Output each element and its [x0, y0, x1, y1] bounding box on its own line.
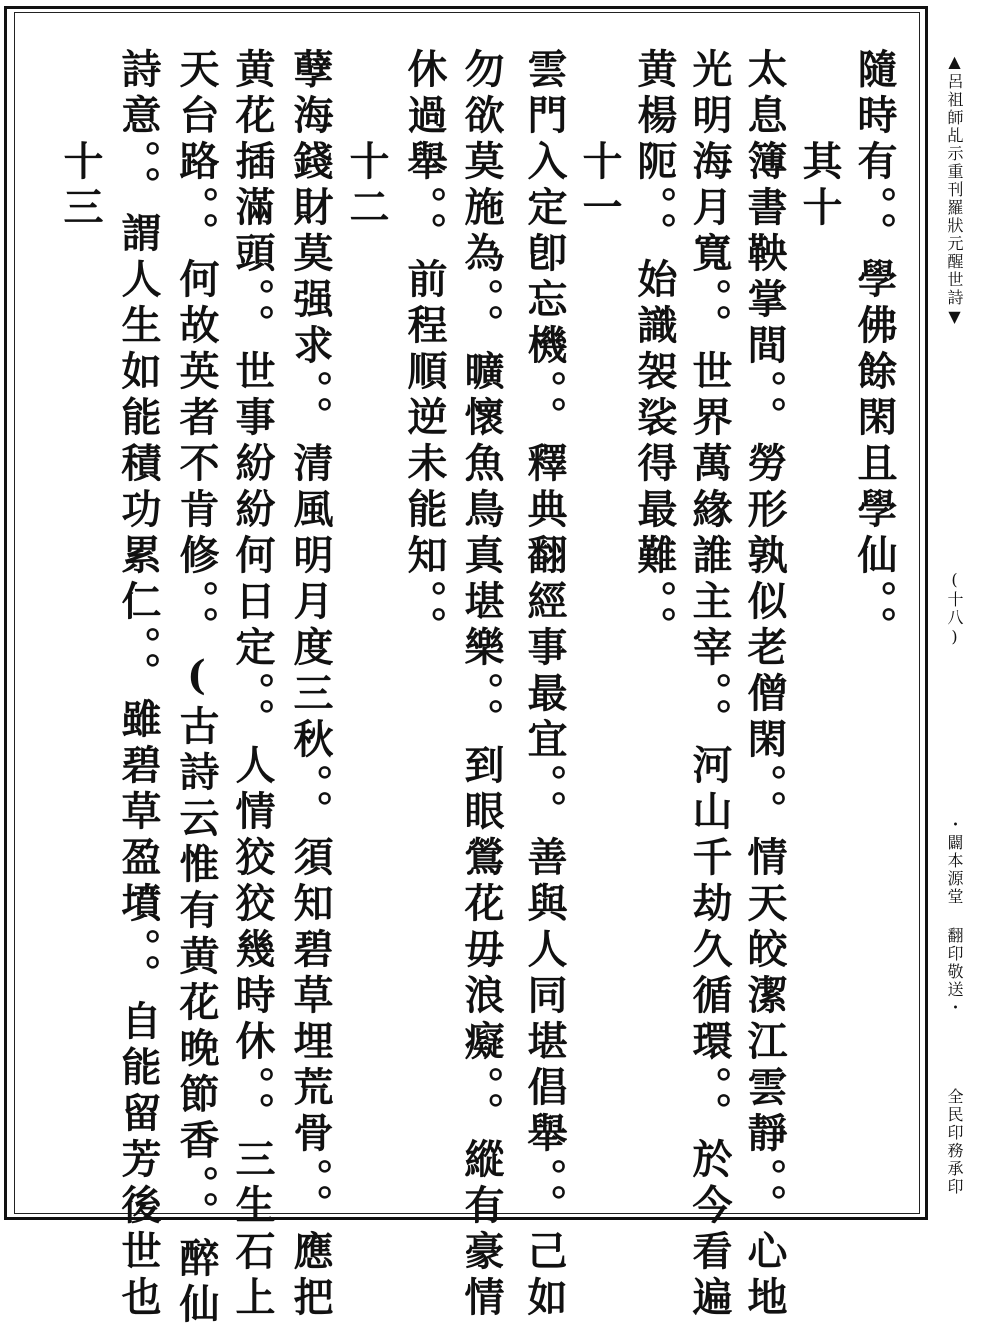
- margin-page-number: (十八): [945, 570, 964, 648]
- text-column-13: 天台路。。何故英者不肯修。。(古詩云惟有黄花晚節香。。醉仙: [173, 48, 220, 1329]
- poem-heading-12: 十二: [343, 48, 390, 232]
- margin-printer: 全民印務承印: [945, 1088, 964, 1196]
- text-column-12: 黄花插滿頭。。世事紛紛何日定。。人情狡狡幾時休。。三生石上: [229, 48, 276, 1322]
- text-column-8: 勿欲莫施為。。曠懷魚鳥真堪樂。。到眼鶯花毋浪癡。。縱有豪情: [458, 48, 505, 1322]
- margin-publisher-note: ・闢本源堂 翻印敬送・: [945, 816, 964, 1017]
- text-column-5: 黄楊阨。。始識袈裟得最難。。: [631, 48, 678, 652]
- poem-heading-13: 十三: [57, 48, 104, 232]
- text-column-1: 隨時有。。學佛餘閑且學仙。。: [851, 48, 898, 652]
- text-column-3: 太息簿書鞅掌間。。勞形孰似老僧閑。。情天皎潔江雲靜。。心地: [741, 48, 788, 1322]
- text-column-11: 孽海錢財莫强求。。清風明月度三秋。。須知碧草埋荒骨。。應把: [287, 48, 334, 1322]
- poem-heading-10: 其十: [796, 48, 843, 232]
- poem-heading-11: 十一: [576, 48, 623, 232]
- text-column-14: 詩意。。謂人生如能積功累仁。。雖碧草盈墳。。自能留芳後世也: [115, 48, 162, 1322]
- text-column-9: 休過舉。。前程順逆未能知。。: [401, 48, 448, 652]
- margin-book-title: ▲呂祖師乩示重刊羅狀元醒世詩▼: [945, 52, 964, 328]
- text-column-7: 雲門入定卽忘機。。釋典翻經事最宜。。善與人同堪倡舉。。己如: [521, 48, 568, 1322]
- text-column-4: 光明海月寬。。世界萬緣誰主宰。。河山千劫久循環。。於今看遍: [686, 48, 733, 1322]
